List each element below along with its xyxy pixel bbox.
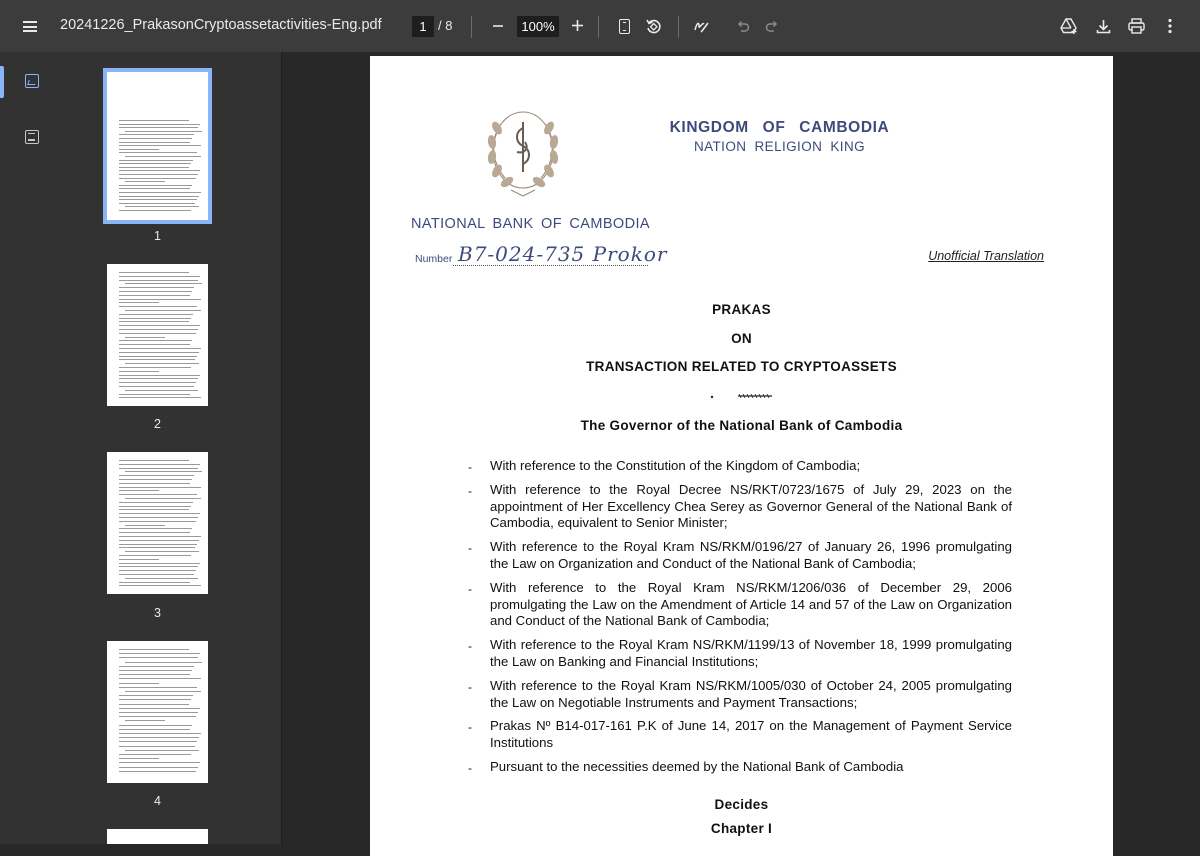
thumbnail-text-line [119, 678, 201, 679]
thumbnail-text-line [119, 306, 197, 307]
bullet-dash: - [468, 582, 472, 596]
thumbnail-text-line [125, 720, 165, 721]
thumbnail-text-line [119, 295, 190, 296]
thumbnail-text-line [119, 120, 189, 121]
page-total: / 8 [438, 18, 453, 33]
bullet-dash: - [468, 484, 472, 498]
thumbnail-text-line [119, 746, 195, 747]
thumbnail-text-line [125, 551, 199, 552]
thumbnail-text-line [119, 509, 189, 510]
thumbnail-text-line [119, 547, 195, 548]
thumbnail-text-line [119, 704, 189, 705]
thumbnail-text-line [119, 758, 159, 759]
thumbnail-text-line [119, 386, 194, 387]
thumbnail-text-line [119, 174, 198, 175]
thumbnail-text-line [119, 653, 200, 654]
prakas-heading: PRAKAS [712, 302, 771, 317]
thumbnail-text-line [119, 771, 196, 772]
thumbnail-text-line [119, 532, 190, 533]
unofficial-translation-note: Unofficial Translation [928, 249, 1044, 263]
thumbnail-text-line [119, 464, 200, 465]
bullet-dash: - [468, 541, 472, 555]
thumbnail-text-line [119, 737, 199, 738]
thumbnail-text-line [119, 178, 196, 179]
thumbnail-text-line [119, 127, 198, 128]
number-value: B7-024-735 Prokor [458, 242, 668, 266]
thumbnail-text-line [119, 356, 197, 357]
thumbnail-text-line [119, 517, 198, 518]
thumbnail-text-line [119, 299, 201, 300]
thumbnail-text-line [125, 206, 199, 207]
thumbnail-text-line [119, 340, 192, 341]
thumbnail-text-line [119, 394, 190, 395]
plus-icon[interactable] [567, 13, 587, 37]
thumbnail-text-line [119, 513, 200, 514]
thumbnail-text-line [125, 283, 202, 284]
toolbar-divider [598, 16, 599, 38]
thumbnail-text-line [125, 525, 165, 526]
toolbar-divider [678, 16, 679, 38]
reference-item: Pursuant to the necessities deemed by the National Bank of Cambodia [490, 759, 904, 774]
thumbnail-text-line [119, 375, 200, 376]
thumbnail-text-line [119, 397, 201, 398]
thumbnail-text-line [119, 475, 194, 476]
number-label: Number [415, 253, 453, 265]
thumbnail-page-3[interactable] [107, 452, 208, 594]
thumbnail-text-line [125, 363, 199, 364]
thumbnail-text-line [119, 203, 195, 204]
thumbnail-text-line [119, 566, 198, 567]
motto-heading: NATION RELIGION KING [693, 139, 866, 154]
thumbnail-text-line [119, 333, 196, 334]
thumbnail-text-line [119, 318, 191, 319]
reference-item: Prakas Nº B14-017-161 P.K of June 14, 2017 on the Management of Payment Service Institutions [490, 718, 1012, 750]
thumbnail-text-line [119, 145, 201, 146]
bullet-dash: - [468, 761, 472, 775]
thumbnail-text-line [119, 152, 197, 153]
thumbnail-text-line [125, 662, 202, 663]
thumbnail-text-line [125, 337, 165, 338]
thumbnail-text-line [119, 382, 196, 383]
thumbnail-text-line [119, 540, 199, 541]
thumbnail-pane [64, 52, 281, 844]
thumbnail-page-1[interactable] [107, 72, 208, 220]
page-number-input[interactable]: 1 [412, 16, 434, 37]
thumbnail-text-line [119, 502, 193, 503]
thumbnail-text-line [119, 733, 201, 734]
thumbnail-text-line [125, 131, 202, 132]
thumbnail-text-line [119, 378, 198, 379]
thumbnail-text-line [119, 344, 190, 345]
thumbnail-text-line [119, 192, 201, 193]
thumbnail-text-line [119, 741, 197, 742]
thumbnail-text-line [119, 134, 194, 135]
royal-emblem [481, 102, 565, 198]
on-heading: ON [731, 331, 752, 346]
reference-item: With reference to the Royal Kram NS/RKM/1199/13 of November 18, 1999 promulgating the Law on Banking and Financial Institutions; [490, 637, 1012, 669]
thumbnail-label: 4 [154, 794, 161, 808]
thumbnail-text-line [119, 367, 191, 368]
thumbnail-text-line [119, 670, 192, 671]
thumbnail-text-line [119, 528, 192, 529]
thumbnail-text-line [119, 371, 159, 372]
thumbnail-text-line [119, 199, 197, 200]
thumbnail-text-line [119, 325, 200, 326]
pane-divider [281, 52, 282, 844]
thumbnail-text-line [119, 287, 194, 288]
thumbnail-text-line [119, 570, 196, 571]
thumbnail-text-line [119, 666, 194, 667]
thumbnail-text-line [119, 160, 193, 161]
thumbnail-text-line [119, 712, 198, 713]
thumbnail-text-line [119, 555, 191, 556]
thumbnail-text-line [119, 276, 200, 277]
document-title: 20241226_PrakasonCryptoassetactivities-Eng.pdf [60, 17, 382, 33]
thumbnail-text-line [119, 683, 159, 684]
thumbnail-text-line [119, 359, 195, 360]
thumbnails-icon[interactable] [25, 74, 39, 88]
reference-item: With reference to the Royal Kram NS/RKM/0196/27 of January 26, 1996 promulgating the Law on Organization and Conduct of the National Bank of Cambodia; [490, 539, 1012, 571]
thumbnail-label: 3 [154, 606, 161, 620]
thumbnail-page-4[interactable] [107, 641, 208, 783]
thumbnail-text-line [119, 563, 200, 564]
thumbnail-text-line [119, 352, 199, 353]
thumbnail-text-line [125, 390, 198, 391]
thumbnail-text-line [119, 460, 189, 461]
thumbnail-text-line [125, 498, 201, 499]
minus-icon[interactable] [488, 14, 508, 38]
thumbnail-text-line [119, 149, 159, 150]
kingdom-heading: KINGDOM OF CAMBODIA [669, 119, 890, 136]
outline-icon[interactable] [25, 130, 39, 144]
print-icon[interactable] [1125, 14, 1147, 38]
thumbnail-text-line [125, 310, 201, 311]
thumbnail-label: 2 [154, 417, 161, 431]
reference-item: With reference to the Constitution of the Kingdom of Cambodia; [490, 458, 861, 473]
thumbnail-text-line [119, 649, 189, 650]
reference-item: With reference to the Royal Kram NS/RKM/1206/036 of December 29, 2006 promulgating the Law on the Amendment of Article 14 and 57 of the Law on Organization and Conduct of the National Bank of Cambodia; [490, 580, 1012, 628]
thumbnail-text-line [125, 156, 201, 157]
thumbnail-text-line [119, 506, 191, 507]
thumbnail-text-line [119, 729, 190, 730]
download-icon[interactable] [1092, 14, 1114, 38]
thumbnail-text-line [119, 754, 191, 755]
thumbnail-text-line [119, 170, 200, 171]
thumbnail-text-line [119, 314, 193, 315]
thumbnail-text-line [119, 490, 159, 491]
bullet-dash: - [468, 720, 472, 734]
thumbnail-text-line [119, 657, 198, 658]
thumbnail-text-line [119, 767, 198, 768]
thumbnail-text-line [125, 181, 165, 182]
thumbnail-text-line [119, 329, 198, 330]
thumbnail-text-line [119, 687, 197, 688]
thumbnail-text-line [119, 483, 190, 484]
thumbnail-text-line [119, 762, 200, 763]
thumbnail-label: 1 [154, 229, 161, 243]
thumbnail-text-line [119, 188, 190, 189]
thumbnail-text-line [119, 210, 191, 211]
rotate-icon[interactable] [642, 14, 664, 38]
thumbnail-text-line [119, 574, 194, 575]
thumbnail-page-2[interactable] [107, 264, 208, 406]
thumbnail-page-5[interactable] [107, 829, 208, 844]
undo-icon[interactable] [733, 14, 753, 38]
more-vert-icon[interactable] [1160, 14, 1180, 38]
thumbnail-text-line [125, 691, 201, 692]
thumbnail-text-line [119, 291, 192, 292]
bullet-dash: - [468, 460, 472, 474]
thumbnail-text-line [119, 321, 189, 322]
thumbnail-text-line [119, 185, 192, 186]
thumbnail-text-line [119, 196, 199, 197]
thumbnail-text-line [119, 716, 196, 717]
zoom-level-input[interactable]: 100% [517, 16, 559, 37]
thumbnail-text-line [119, 167, 189, 168]
thumbnail-text-line [119, 142, 190, 143]
bank-name: NATIONAL BANK OF CAMBODIA [411, 216, 650, 232]
decides-heading: Decides [714, 797, 769, 812]
thumbnail-text-line [119, 280, 198, 281]
thumbnail-text-line [119, 695, 193, 696]
rail-active-indicator [0, 66, 4, 98]
thumbnail-text-line [119, 708, 200, 709]
thumbnail-text-line [119, 479, 192, 480]
thumbnail-text-line [119, 468, 198, 469]
add-to-drive-icon[interactable] [1058, 14, 1080, 38]
menu-icon[interactable] [16, 13, 44, 39]
thumbnail-text-line [119, 138, 192, 139]
chapter-heading: Chapter I [710, 821, 773, 836]
thumbnail-text-line [119, 699, 191, 700]
subject-heading: TRANSACTION RELATED TO CRYPTOASSETS [586, 359, 897, 374]
thumbnail-text-line [119, 559, 159, 560]
thumbnail-text-line [119, 124, 200, 125]
fit-page-icon[interactable] [614, 14, 634, 38]
thumbnail-text-line [125, 471, 202, 472]
thumbnail-text-line [119, 521, 196, 522]
redo-icon[interactable] [762, 14, 782, 38]
reference-item: With reference to the Royal Kram NS/RKM/1005/030 of October 24, 2005 promulgating the Law on Negotiable Instruments and Payment Transactions; [490, 678, 1012, 710]
pdf-page [370, 56, 1113, 856]
thumbnail-text-line [119, 163, 191, 164]
thumbnail-text-line [119, 348, 201, 349]
toolbar [0, 0, 1200, 52]
pen-icon[interactable] [690, 14, 712, 38]
ornament-divider [708, 391, 776, 401]
reference-item: With reference to the Royal Decree NS/RKT/0723/1675 of July 29, 2023 on the appointment of Her Excellency Chea Serey as Governor General of the National Bank of Cambodia, equivalent to Senior Minister; [490, 482, 1012, 530]
bullet-dash: - [468, 680, 472, 694]
sidebar-rail [0, 52, 64, 844]
thumbnail-text-line [119, 272, 189, 273]
bullet-dash: - [468, 639, 472, 653]
thumbnail-text-line [119, 487, 201, 488]
governor-heading: The Governor of the National Bank of Cambodia [580, 418, 903, 433]
thumbnail-text-line [119, 494, 197, 495]
thumbnail-text-line [119, 536, 201, 537]
thumbnail-text-line [119, 674, 190, 675]
thumbnail-text-line [125, 750, 199, 751]
toolbar-divider [471, 16, 472, 38]
thumbnail-text-line [125, 578, 198, 579]
thumbnail-text-line [119, 725, 192, 726]
thumbnail-text-line [119, 582, 190, 583]
thumbnail-text-line [119, 544, 197, 545]
thumbnail-text-line [119, 302, 159, 303]
thumbnail-text-line [119, 585, 201, 586]
